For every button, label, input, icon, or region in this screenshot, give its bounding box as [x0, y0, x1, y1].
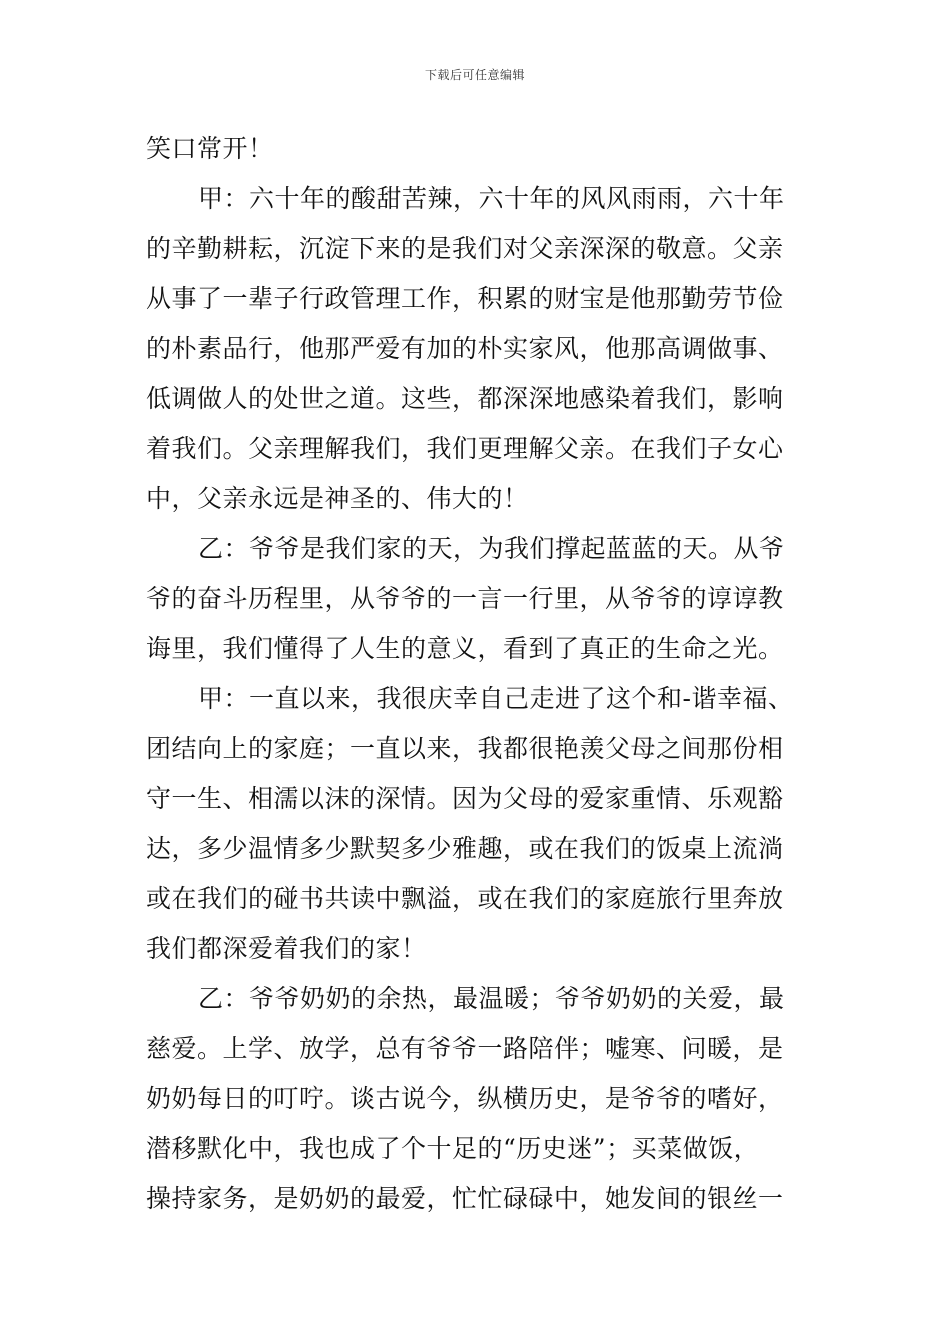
text-line: 诲里，我们懂得了人生的意义，看到了真正的生命之光。: [146, 634, 784, 663]
text-line: 达，多少温情多少默契多少雅趣，或在我们的饭桌上流淌: [146, 834, 784, 863]
text-line: 我们都深爱着我们的家！: [146, 934, 427, 963]
text-line: 奶奶每日的叮咛。谈古说今，纵横历史，是爷爷的嗜好，: [146, 1084, 784, 1113]
page-header: 下载后可任意编辑: [424, 68, 525, 82]
text-line: 甲：六十年的酸甜苦辣，六十年的风风雨雨，六十年: [198, 184, 785, 213]
text-line: 守一生、相濡以沫的深情。因为父母的爱家重情、乐观豁: [146, 784, 784, 813]
text-line: 乙：爷爷是我们家的天，为我们撑起蓝蓝的天。从爷: [198, 534, 785, 563]
text-line: 笑口常开！: [146, 134, 274, 163]
text-line: 的辛勤耕耘，沉淀下来的是我们对父亲深深的敬意。父亲: [146, 234, 784, 263]
text-line: 或在我们的碰书共读中飘溢，或在我们的家庭旅行里奔放: [146, 884, 784, 913]
text-line: 的朴素品行，他那严爱有加的朴实家风，他那高调做事、: [146, 334, 784, 363]
text-line: 中，父亲永远是神圣的、伟大的！: [146, 484, 529, 513]
text-line: 团结向上的家庭；一直以来，我都很艳羡父母之间那份相: [146, 734, 784, 763]
text-line: 从事了一辈子行政管理工作，积累的财宝是他那勤劳节俭: [146, 284, 784, 313]
text-line: 爷的奋斗历程里，从爷爷的一言一行里，从爷爷的谆谆教: [146, 584, 784, 613]
text-line: 操持家务，是奶奶的最爱，忙忙碌碌中，她发间的银丝一: [146, 1184, 784, 1213]
text-line: 甲：一直以来，我很庆幸自己走进了这个和-谐幸福、: [198, 684, 794, 713]
text-line: 着我们。父亲理解我们，我们更理解父亲。在我们子女心: [146, 434, 784, 463]
text-line: 慈爱。上学、放学，总有爷爷一路陪伴；嘘寒、问暖，是: [146, 1034, 784, 1063]
text-line: 低调做人的处世之道。这些，都深深地感染着我们，影响: [146, 384, 784, 413]
text-line: 乙：爷爷奶奶的余热，最温暖；爷爷奶奶的关爱，最: [198, 984, 785, 1013]
text-line: 潜移默化中，我也成了个十足的“历史迷”；买菜做饭，: [146, 1134, 760, 1163]
document-body: [146, 124, 810, 1224]
